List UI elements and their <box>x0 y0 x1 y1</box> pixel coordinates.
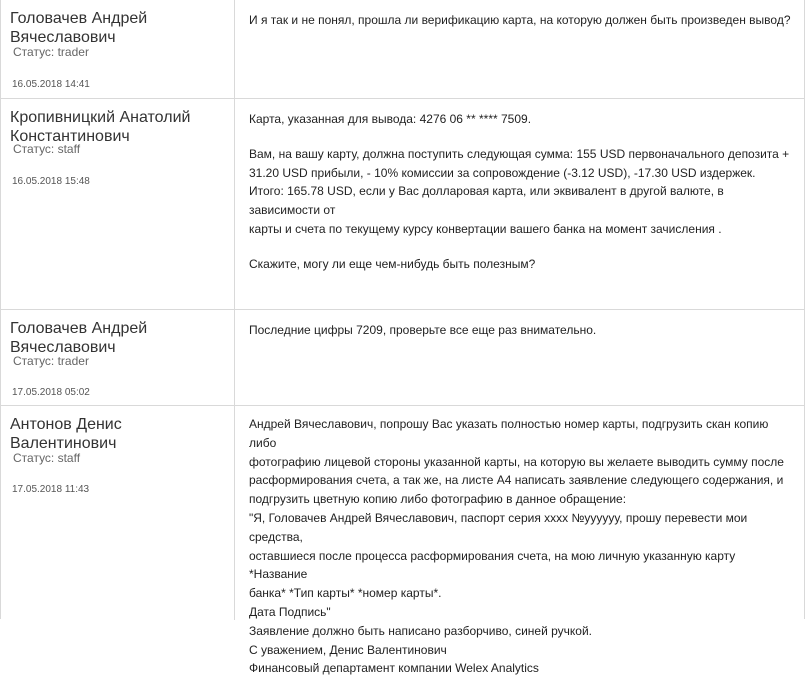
message-author-panel <box>1 0 235 98</box>
message-paragraph: Последние цифры 7209, проверьте все еще раз внимательно. <box>249 323 597 337</box>
message-author-panel <box>1 406 235 620</box>
author-status: Статус: staff <box>13 451 81 465</box>
message-date: 17.05.2018 11:43 <box>12 484 90 495</box>
author-name: Головачев Андрей Вячеславович <box>10 320 148 356</box>
message-paragraph: Андрей Вячеславович, попрошу Вас указать полностью номер карты, подгрузить скан копию либо фотографию лицевой стороны указанной карты, на которую вы желаете выводить сумму после расформирования счета, а так же, на листе А4 написать заявление следующего содержания, и подгрузить цветную копию либо фотографию в данное обращение: "Я, Головачев Андрей Вячеславович, паспорт серия хххх №уууууу, прошу перевести мои средства, оставшиеся после процесса расформирования счета, на мою личную указанную карту *Название банка* *Тип карты* *номер карты*. Дата Подпись" Заявление должно быть написано разборчиво, синей ручкой. С уважением, Денис Валентинович Финансовый департамент компании Welex Analytics <box>249 417 784 676</box>
author-status: Статус: trader <box>13 45 89 59</box>
message-body <box>249 11 794 30</box>
message-author-panel <box>1 310 235 405</box>
message-item <box>1 0 804 99</box>
author-name: Антонов Денис Валентинович <box>10 416 122 452</box>
message-body <box>249 415 794 678</box>
message-date: 16.05.2018 15:48 <box>12 176 90 187</box>
author-status: Статус: staff <box>13 142 81 156</box>
message-body <box>249 321 794 340</box>
message-paragraph: Вам, на вашу карту, должна поступить следующая сумма: 155 USD первоначального депозита + 31.20 USD прибыли, - 10% комиссии за сопровождение (-3.12 USD), -17.30 USD издержек. Итого: 165.78 USD, если у Вас долларовая карта, или эквивалент в другой валюте, в зависимости от карты и счета по текущему курсу конвертации вашего банка на момент зачисления . <box>249 146 790 236</box>
author-name: Кропивницкий Анатолий Константинович <box>10 109 191 145</box>
message-body <box>249 110 794 274</box>
author-name: Головачев Андрей Вячеславович <box>10 10 148 46</box>
message-item <box>1 310 804 406</box>
message-date: 16.05.2018 14:41 <box>12 79 90 90</box>
message-paragraph: И я так и не понял, прошла ли верификацию карта, на которую должен быть произведен вывод? <box>249 13 791 27</box>
message-date: 17.05.2018 05:02 <box>12 387 90 398</box>
message-item <box>1 406 804 676</box>
message-item <box>1 99 804 310</box>
message-paragraph: Карта, указанная для вывода: 4276 06 ** **** 7509. <box>249 112 532 126</box>
author-status: Статус: trader <box>13 354 89 368</box>
message-author-panel <box>1 99 235 309</box>
message-paragraph: Скажите, могу ли еще чем-нибудь быть полезным? <box>249 256 536 271</box>
